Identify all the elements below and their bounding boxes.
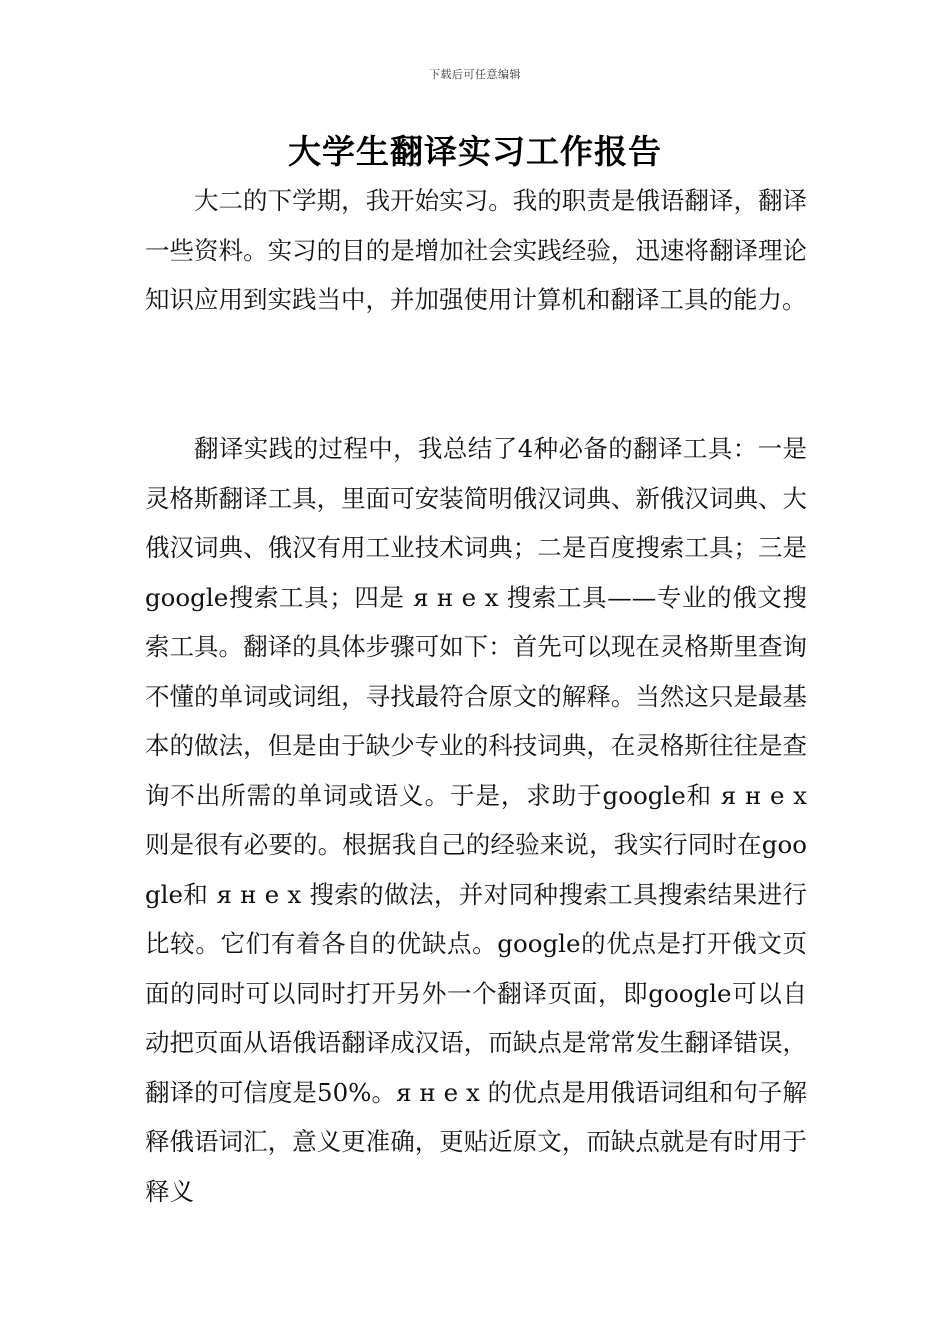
paragraph-tools: 翻译实践的过程中，我总结了4种必备的翻译工具：一是灵格斯翻译工具，里面可安装简明俄汉词典、新俄汉词典、大俄汉词典、俄汉有用工业技术词典；二是百度搜索工具；三是google搜索工具；四是 я н е х 搜索工具——专业的俄文搜索工具。翻译的具体步骤可如下：首先可以现在灵格斯里查询不懂的单词或词组，寻找最符合原文的解释。当然这只是最基本的做法，但是由于缺少专业的科技词典，在灵格斯往往是查询不出所需的单词或语义。于是，求助于google和 я н е х 则是很有必要的。根据我自己的经验来说，我实行同时在google和 я н е х 搜索的做法，并对同种搜索工具搜索结果进行比较。它们有着各自的优缺点。google的优点是打开俄文页面的同时可以同时打开另外一个翻译页面，即google可以自动把页面从语俄语翻译成汉语，而缺点是常常发生翻译错误，翻译的可信度是50%。я н е х 的优点是用俄语词组和句子解释俄语词汇，意义更准确，更贴近原文，而缺点就是有时用于释义: [145, 434, 807, 1206]
document-title: 大学生翻译实习工作报告: [288, 132, 662, 171]
header-note: 下载后可任意编辑: [429, 68, 521, 81]
paragraph-intro: 大二的下学期，我开始实习。我的职责是俄语翻译，翻译一些资料。实习的目的是增加社会实践经验，迅速将翻译理论知识应用到实践当中，并加强使用计算机和翻译工具的能力。: [145, 186, 807, 314]
